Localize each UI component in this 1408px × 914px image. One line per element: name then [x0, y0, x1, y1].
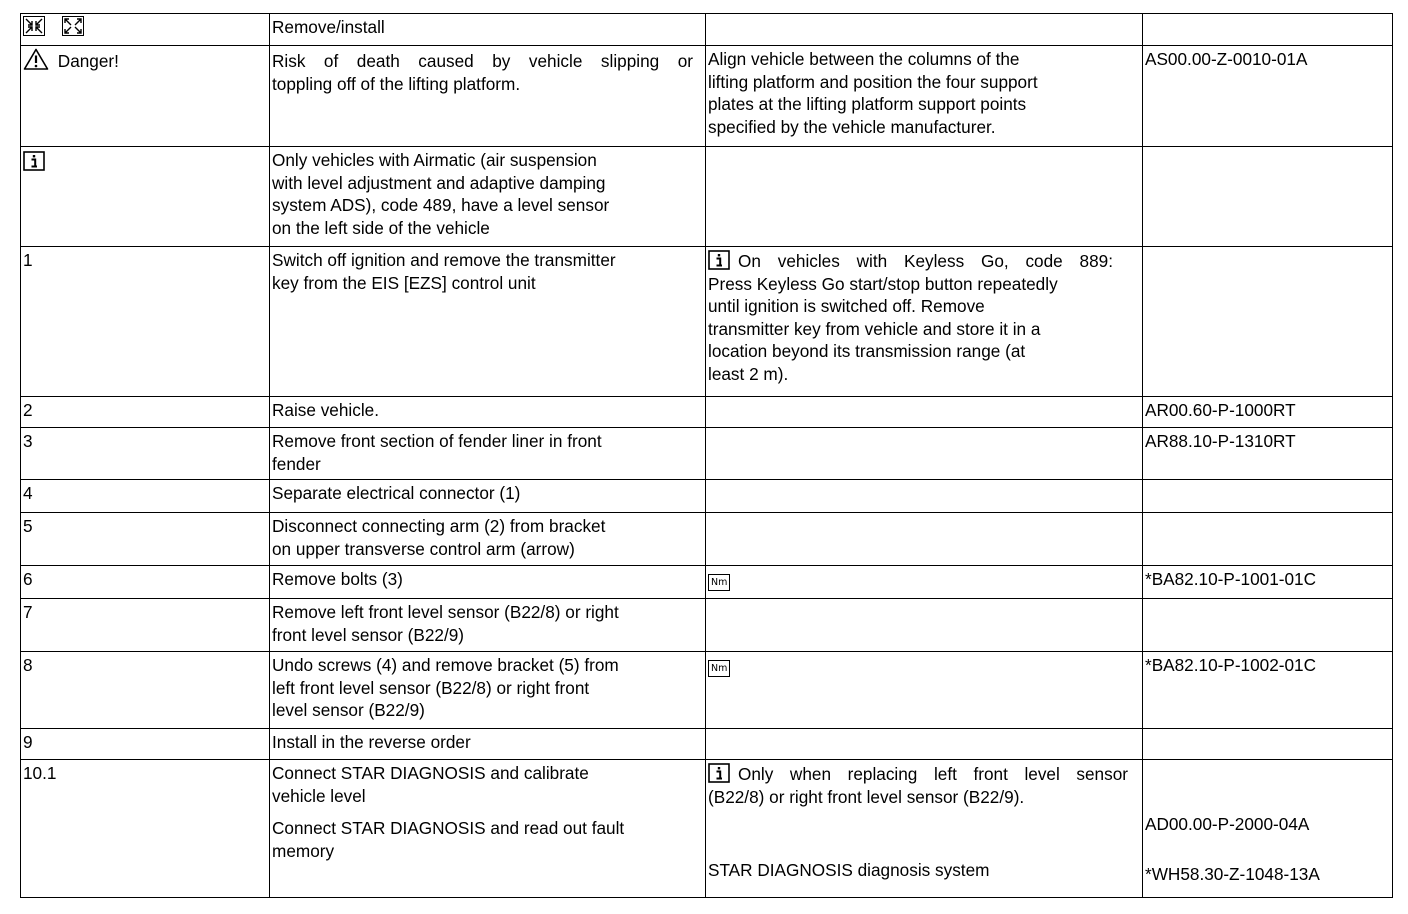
step-text-line: Disconnect connecting arm (2) from bracket: [272, 516, 606, 536]
step-number: 4: [23, 483, 33, 503]
note-empty-cell: [1143, 147, 1393, 247]
step-text-cell: [270, 480, 706, 513]
step-text-line: Remove front section of fender liner in front: [272, 431, 602, 451]
step-number: 1: [23, 250, 33, 270]
step-number: 7: [23, 602, 33, 622]
step-text-cell: [270, 566, 706, 599]
danger-instruction-line: Align vehicle between the columns of the: [708, 49, 1020, 69]
danger-row: [21, 46, 1393, 147]
step-text-line: memory: [272, 840, 335, 861]
step-number-cell: [21, 480, 270, 513]
step-text-line: vehicle level: [272, 785, 366, 806]
step-number: 3: [23, 431, 33, 451]
step-text-cell: [270, 652, 706, 729]
procedure-table: [20, 13, 1393, 898]
step-info-cell: [706, 397, 1143, 428]
install-icon: [62, 16, 84, 36]
danger-reference: AS00.00-Z-0010-01A: [1145, 49, 1308, 69]
note-text-cell: [270, 147, 706, 247]
step-info-line: location beyond its transmission range (at: [708, 341, 1026, 361]
step-reference-cell: [1143, 428, 1393, 480]
step-number: 8: [23, 655, 33, 675]
step-info-line: (B22/8) or right front level sensor (B22/9).: [708, 786, 1025, 807]
step-reference: AR00.60-P-1000RT: [1145, 400, 1296, 420]
remove-icon: [23, 16, 45, 36]
step-text-line: Remove bolts (3): [272, 569, 403, 589]
step-text-cell: [270, 599, 706, 652]
step-text-line: Connect STAR DIAGNOSIS and calibrate: [272, 763, 589, 783]
step-text-line: key from the EIS [EZS] control unit: [272, 272, 536, 293]
step-info-cell: [706, 247, 1143, 397]
step-reference-cell: [1143, 566, 1393, 599]
danger-instruction-cell: [706, 46, 1143, 147]
danger-risk-line: toppling off of the lifting platform.: [272, 73, 521, 94]
step-reference-cell: [1143, 652, 1393, 729]
step-text-cell: [270, 729, 706, 760]
step-tool-reference: *WH58.30-Z-1048-13A: [1145, 863, 1320, 884]
step-row: [21, 247, 1393, 397]
step-info-line: transmitter key from vehicle and store it in a: [708, 318, 1041, 339]
step-number-cell: [21, 428, 270, 480]
step-number-cell: [21, 566, 270, 599]
torque-nm-icon: Nm: [708, 574, 730, 591]
danger-risk-line: Risk of death caused by vehicle slipping or: [272, 51, 693, 71]
step-reference-cell: [1143, 513, 1393, 566]
step-text-line: level sensor (B22/9): [272, 700, 425, 720]
step-tool: STAR DIAGNOSIS diagnosis system: [708, 860, 990, 880]
step-info-cell: [706, 599, 1143, 652]
step-reference-cell: [1143, 247, 1393, 397]
header-row: [21, 14, 1393, 46]
step-reference-cell: [1143, 599, 1393, 652]
step-number: 10.1: [23, 763, 57, 783]
step-row: [21, 566, 1393, 599]
header-icons-cell: [21, 14, 270, 46]
step-text-line: Connect STAR DIAGNOSIS and read out fault: [272, 818, 625, 838]
step-info-line: Press Keyless Go start/stop button repeatedly: [708, 273, 1058, 294]
step-text-cell: [270, 760, 706, 898]
step-text-line: front level sensor (B22/9): [272, 624, 465, 645]
step-row: [21, 729, 1393, 760]
torque-nm-icon: Nm: [708, 660, 730, 677]
step-reference: AD00.00-P-2000-04A: [1145, 814, 1310, 834]
step-number: 9: [23, 732, 33, 752]
danger-label: Danger!: [57, 51, 119, 71]
note-line: system ADS), code 489, have a level sensor: [272, 195, 610, 215]
step-number-cell: [21, 760, 270, 898]
header-action-cell: [270, 14, 706, 46]
step-number-cell: [21, 247, 270, 397]
step-number-cell: [21, 513, 270, 566]
step-number: 5: [23, 516, 33, 536]
info-icon: [23, 151, 45, 171]
note-line: with level adjustment and adaptive damping: [272, 172, 606, 193]
note-line: on the left side of the vehicle: [272, 217, 490, 238]
step-info-line: until ignition is switched off. Remove: [708, 296, 985, 316]
step-text-cell: [270, 428, 706, 480]
step-info-cell: [706, 652, 1143, 729]
step-text-line: Switch off ignition and remove the transmitter: [272, 250, 616, 270]
info-icon: [708, 250, 730, 270]
step-info-first-line: On vehicles with Keyless Go, code 889:: [738, 251, 1113, 271]
step-row: [21, 428, 1393, 480]
step-text-line: Separate electrical connector (1): [272, 483, 521, 503]
note-line: Only vehicles with Airmatic (air suspension: [272, 150, 597, 170]
step-text-line: Undo screws (4) and remove bracket (5) from: [272, 655, 619, 675]
step-reference-cell: [1143, 729, 1393, 760]
note-row: [21, 147, 1393, 247]
step-text-line: Install in the reverse order: [272, 732, 471, 752]
step-info-cell: [706, 760, 1143, 898]
danger-label-cell: [21, 46, 270, 147]
danger-instruction-line: lifting platform and position the four support: [708, 71, 1038, 92]
header-empty-cell: [706, 14, 1143, 46]
step-row: [21, 480, 1393, 513]
danger-instruction-line: specified by the vehicle manufacturer.: [708, 116, 996, 137]
header-action: Remove/install: [272, 17, 385, 37]
danger-instruction-line: plates at the lifting platform support points: [708, 94, 1027, 114]
step-info-cell: [706, 513, 1143, 566]
info-icon: [708, 763, 730, 783]
step-info-first-line: Only when replacing left front level sensor: [738, 764, 1128, 784]
step-info-cell: [706, 480, 1143, 513]
step-text-cell: [270, 247, 706, 397]
step-text-line: left front level sensor (B22/8) or right front: [272, 677, 590, 698]
danger-risk-cell: [270, 46, 706, 147]
step-number: 6: [23, 569, 33, 589]
step-reference: *BA82.10-P-1001-01C: [1145, 569, 1317, 589]
step-number-cell: [21, 652, 270, 729]
step-info-cell: [706, 729, 1143, 760]
warning-triangle-icon: [23, 48, 49, 70]
step-reference: *BA82.10-P-1002-01C: [1145, 655, 1317, 675]
step-text-cell: [270, 513, 706, 566]
step-row: [21, 599, 1393, 652]
step-number-cell: [21, 599, 270, 652]
step-row: [21, 397, 1393, 428]
step-reference: AR88.10-P-1310RT: [1145, 431, 1296, 451]
note-empty-cell: [706, 147, 1143, 247]
step-reference-cell: [1143, 760, 1393, 898]
step-row: [21, 652, 1393, 729]
step-info-line: least 2 m).: [708, 363, 789, 384]
danger-reference-cell: [1143, 46, 1393, 147]
step-row: [21, 760, 1393, 898]
step-text-line: Remove left front level sensor (B22/8) or right: [272, 602, 619, 622]
header-empty-cell: [1143, 14, 1393, 46]
step-text-cell: [270, 397, 706, 428]
step-number-cell: [21, 729, 270, 760]
step-info-cell: [706, 566, 1143, 599]
step-row: [21, 513, 1393, 566]
step-text-line: on upper transverse control arm (arrow): [272, 538, 575, 559]
step-reference-cell: [1143, 480, 1393, 513]
step-number-cell: [21, 397, 270, 428]
step-info-cell: [706, 428, 1143, 480]
note-icon-cell: [21, 147, 270, 247]
step-text-line: fender: [272, 453, 321, 474]
step-number: 2: [23, 400, 33, 420]
step-text-line: Raise vehicle.: [272, 400, 379, 420]
step-reference-cell: [1143, 397, 1393, 428]
